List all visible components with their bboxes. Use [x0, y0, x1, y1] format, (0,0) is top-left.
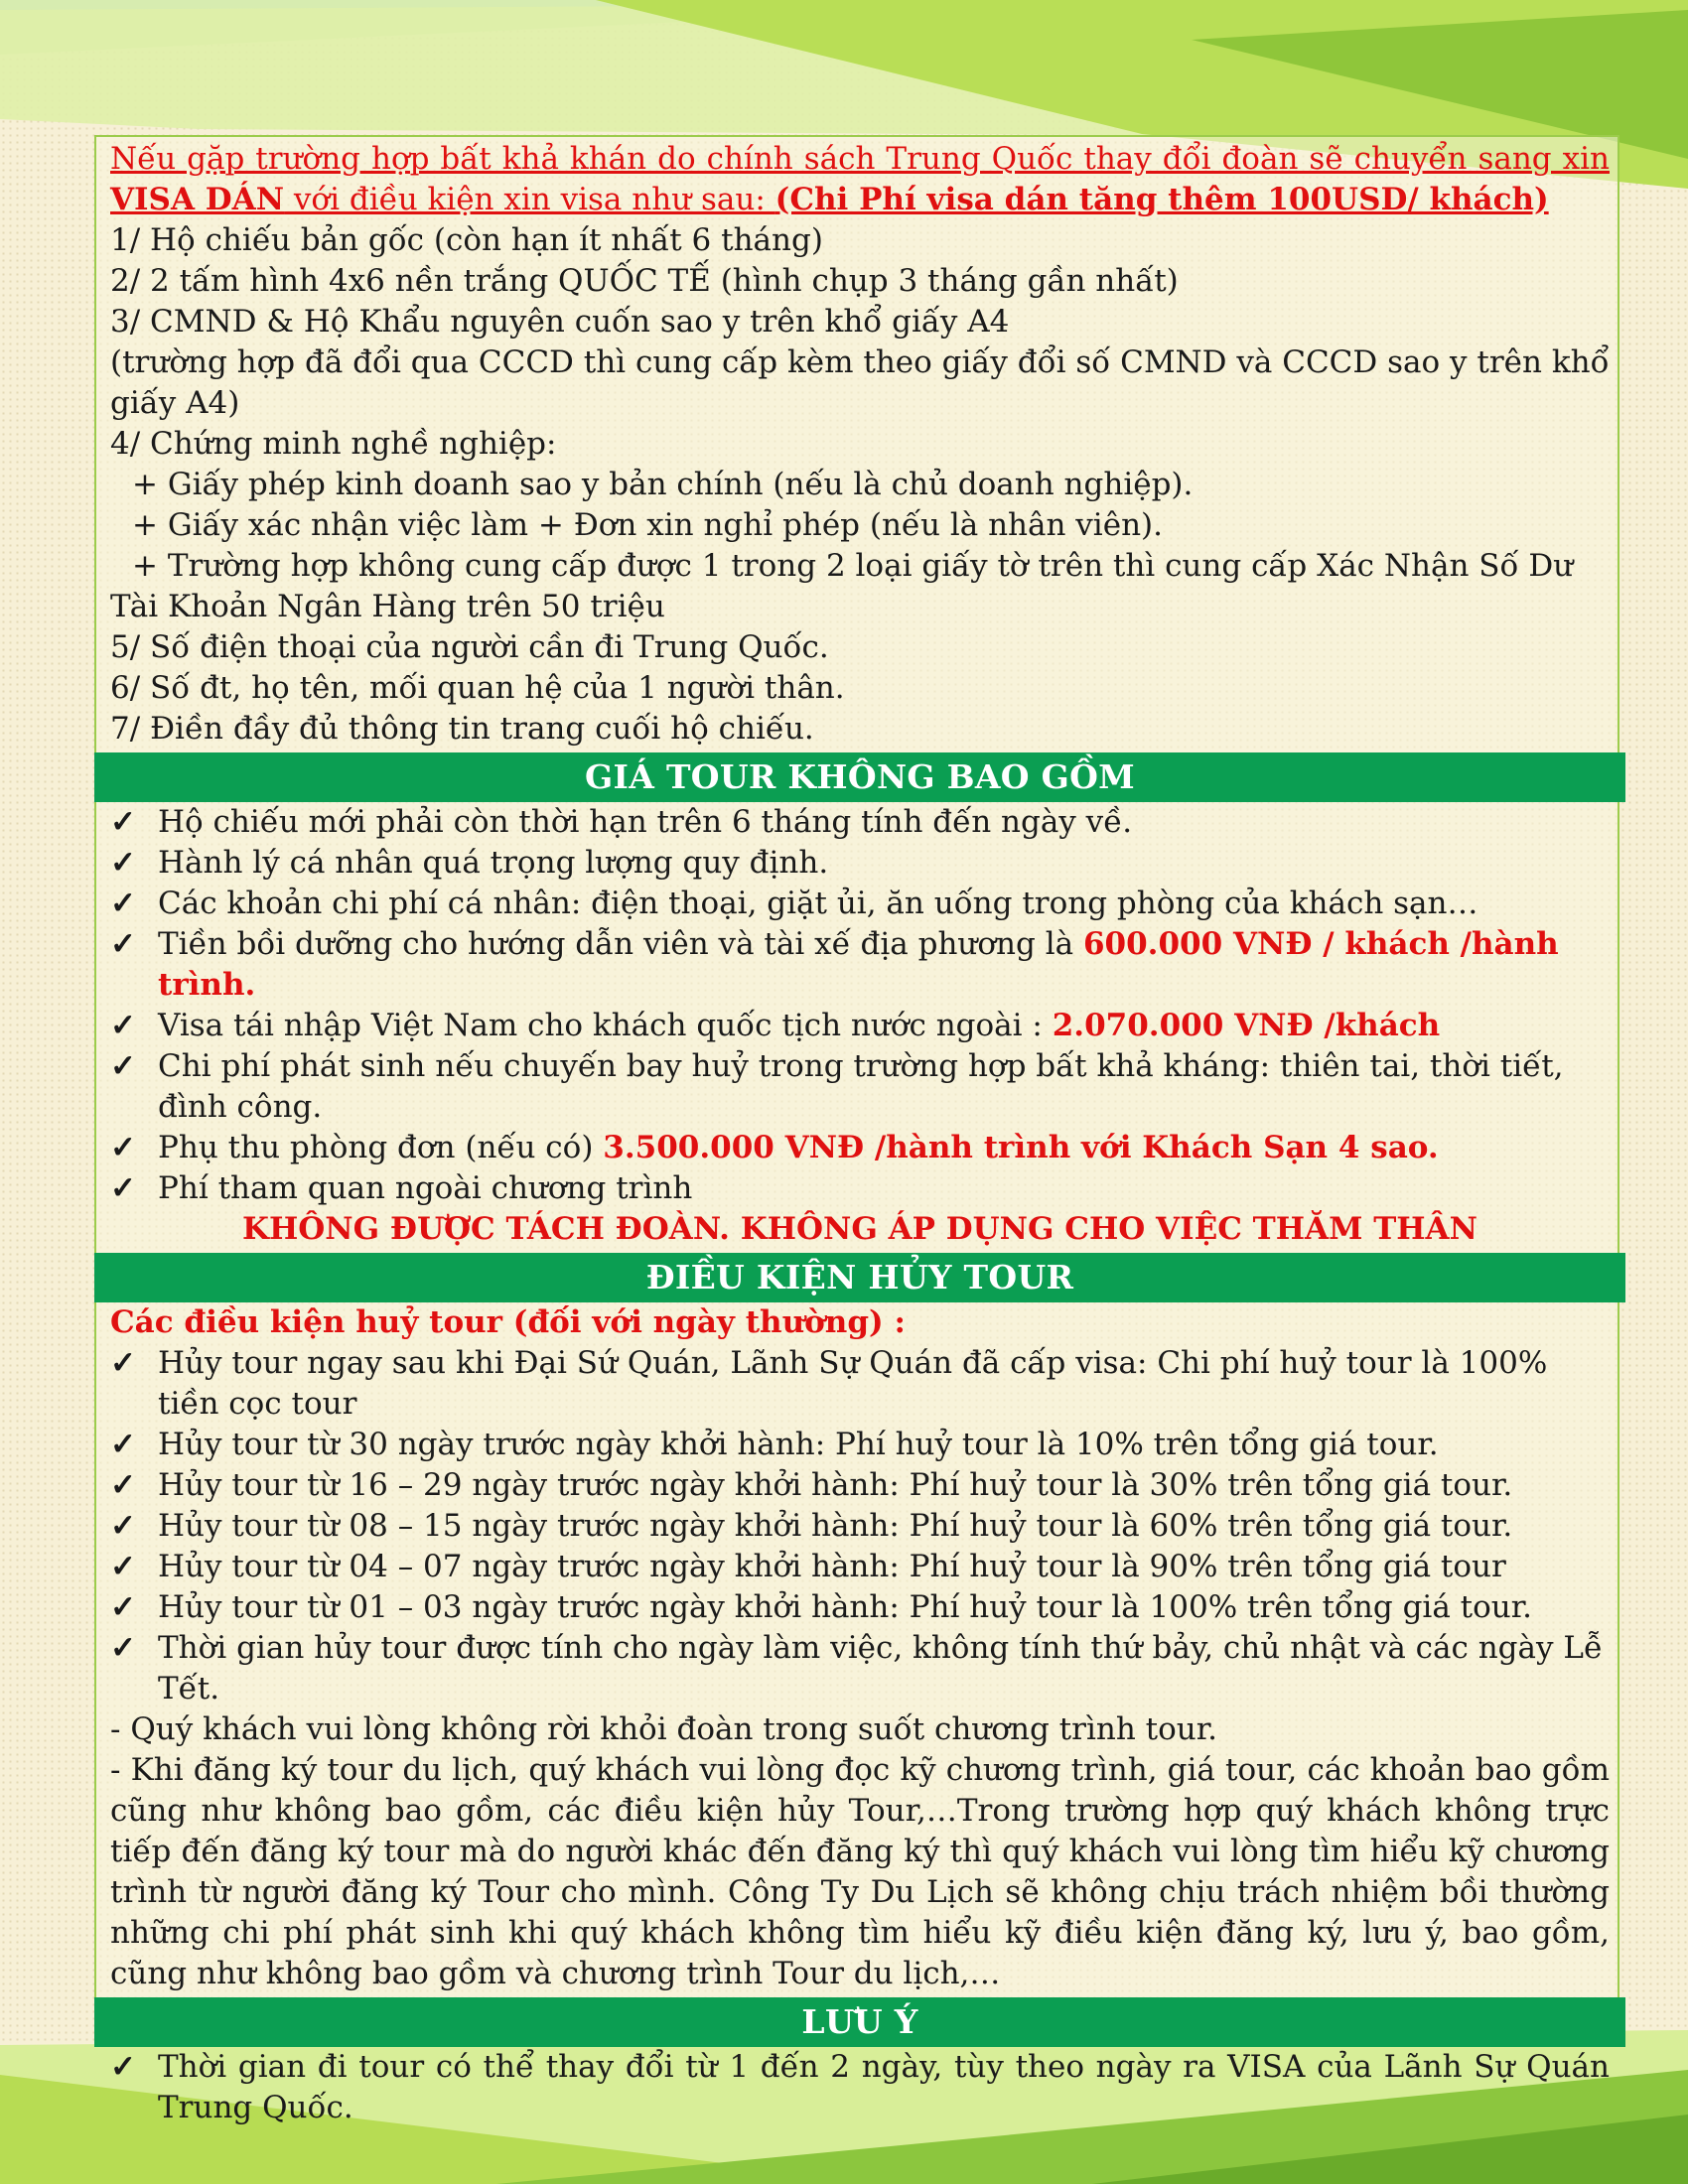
check-icon: ✓ [110, 1467, 136, 1503]
check-icon: ✓ [110, 1008, 136, 1043]
visa-item: (trường hợp đã đổi qua CCCD thì cung cấp kèm theo giấy đổi số CMND và CCCD sao y trên khổ giấy A4) [110, 344, 1610, 421]
cancellation-item [110, 1343, 1610, 1425]
check-icon: ✓ [110, 845, 136, 881]
exclusion-item [110, 884, 1610, 924]
cancellation-item [110, 1425, 1610, 1465]
cancellation-item [110, 1465, 1610, 1506]
visa-item: 1/ Hộ chiếu bản gốc (còn hạn ít nhất 6 tháng) [110, 222, 823, 258]
exclusion-text: Các khoản chi phí cá nhân: điện thoại, giặt ủi, ăn uống trong phòng của khách sạn… [158, 886, 1478, 921]
visa-subitem: + Giấy xác nhận việc làm + Đơn xin nghỉ phép (nếu là nhân viên). [132, 507, 1163, 543]
note-text: Thời gian đi tour có thể thay đổi từ 1 đến 2 ngày, tùy theo ngày ra VISA của Lãnh Sự Quán Trung Quốc. [158, 2049, 1610, 2125]
cancellation-text: Hủy tour từ 08 – 15 ngày trước ngày khởi hành: Phí huỷ tour là 60% trên tổng giá tour. [158, 1508, 1513, 1544]
exclusion-item [110, 924, 1610, 1006]
check-icon: ✓ [110, 1048, 136, 1084]
check-icon: ✓ [110, 804, 136, 840]
cancellation-text: Thời gian hủy tour được tính cho ngày làm việc, không tính thứ bảy, chủ nhật và các ngày Lễ Tết. [158, 1630, 1604, 1706]
check-icon: ✓ [110, 1345, 136, 1381]
visa-intro-text: Nếu gặp trường hợp bất khả khán do chính sách Trung Quốc thay đổi đoàn sẽ chuyển sang xin [110, 141, 1610, 177]
exclusion-text: Chi phí phát sinh nếu chuyến bay huỷ trong trường hợp bất khả kháng: thiên tai, thời tiết, đình công. [158, 1048, 1564, 1125]
visa-item: 7/ Điền đầy đủ thông tin trang cuối hộ chiếu. [110, 711, 814, 747]
visa-fee-note: (Chi Phí visa dán tăng thêm 100USD/ khách) [774, 182, 1549, 217]
cancellation-text: Hủy tour từ 04 – 07 ngày trước ngày khởi hành: Phí huỷ tour là 90% trên tổng giá tour [158, 1549, 1506, 1584]
exclusion-item [110, 843, 1610, 884]
visa-subitem: + Giấy phép kinh doanh sao y bản chính (nếu là chủ doanh nghiệp). [132, 467, 1194, 502]
exclusions-heading: GIÁ TOUR KHÔNG BAO GỒM [94, 752, 1625, 802]
cancellation-text: Hủy tour từ 16 – 29 ngày trước ngày khởi hành: Phí huỷ tour là 30% trên tổng giá tour. [158, 1467, 1513, 1503]
visa-item: 5/ Số điện thoại của người cần đi Trung Quốc. [110, 629, 829, 665]
check-icon: ✓ [110, 1589, 136, 1625]
cancellation-note: - Quý khách vui lòng không rời khỏi đoàn trong suốt chương trình tour. [110, 1711, 1218, 1747]
exclusion-text: Tiền bồi dưỡng cho hướng dẫn viên và tài xế địa phương là [158, 926, 1083, 962]
check-icon: ✓ [110, 926, 136, 962]
note-item [110, 2047, 1610, 2128]
exclusion-text: Hành lý cá nhân quá trọng lượng quy định. [158, 845, 829, 881]
exclusion-item [110, 1006, 1610, 1046]
check-icon: ✓ [110, 1508, 136, 1544]
visa-item: 6/ Số đt, họ tên, mối quan hệ của 1 người thân. [110, 670, 845, 706]
exclusion-text: Visa tái nhập Việt Nam cho khách quốc tịch nước ngoài : [158, 1008, 1053, 1043]
visa-item: 4/ Chứng minh nghề nghiệp: [110, 426, 557, 462]
cancellation-text: Hủy tour từ 01 – 03 ngày trước ngày khởi hành: Phí huỷ tour là 100% trên tổng giá tour. [158, 1589, 1533, 1625]
check-icon: ✓ [110, 1427, 136, 1462]
registration-note: - Khi đăng ký tour du lịch, quý khách vui lòng đọc kỹ chương trình, giá tour, các khoản bao gồm cũng như không bao gồm, các điều kiện hủy Tour,…Trong trường hợp quý khách không trực tiếp đến đăng ký tour mà do người khác đến đăng ký thì quý khách vui lòng tìm hiểu kỹ chương trình từ người đăng ký Tour cho mình. Công Ty Du Lịch sẽ không chịu trách nhiệm bồi thường những chi phí phát sinh khi quý khách không tìm hiểu kỹ điều kiện đăng ký, lưu ý, bao gồm, cũng như không bao gồm và chương trình Tour du lịch,… [110, 1752, 1610, 1991]
check-icon: ✓ [110, 1630, 136, 1666]
exclusion-text: Phụ thu phòng đơn (nếu có) [158, 1130, 604, 1165]
check-icon: ✓ [110, 2049, 136, 2085]
exclusion-item [110, 802, 1610, 843]
exclusion-text: Hộ chiếu mới phải còn thời hạn trên 6 tháng tính đến ngày về. [158, 804, 1133, 840]
single-room-surcharge: 3.500.000 VNĐ /hành trình với Khách Sạn 4 sao. [603, 1130, 1439, 1165]
cancellation-item [110, 1587, 1610, 1628]
document-content [110, 137, 1610, 2128]
exclusion-text: Phí tham quan ngoài chương trình [158, 1170, 693, 1206]
check-icon: ✓ [110, 1549, 136, 1584]
visa-item: 3/ CMND & Hộ Khẩu nguyên cuốn sao y trên khổ giấy A4 [110, 304, 1010, 340]
notes-heading: LƯU Ý [94, 1997, 1625, 2047]
exclusion-item [110, 1128, 1610, 1168]
exclusion-item [110, 1168, 1610, 1209]
cancellation-text: Hủy tour ngay sau khi Đại Sứ Quán, Lãnh Sự Quán đã cấp visa: Chi phí huỷ tour là 100% tiền cọc tour [158, 1345, 1548, 1422]
visa-subitem-text: + Trường hợp không cung cấp được 1 trong 2 loại giấy tờ trên thì cung cấp Xác Nhận Số Dư Tài Khoản Ngân Hàng trên 50 triệu [110, 548, 1574, 624]
check-icon: ✓ [110, 1170, 136, 1206]
cancellation-text: Hủy tour từ 30 ngày trước ngày khởi hành: Phí huỷ tour là 10% trên tổng giá tour. [158, 1427, 1439, 1462]
visa-subitem [110, 546, 1610, 627]
cancellation-item [110, 1628, 1610, 1709]
exclusion-item [110, 1046, 1610, 1128]
cancellation-item [110, 1506, 1610, 1547]
check-icon: ✓ [110, 886, 136, 921]
group-notice: KHÔNG ĐƯỢC TÁCH ĐOÀN. KHÔNG ÁP DỤNG CHO VIỆC THĂM THÂN [242, 1211, 1477, 1247]
visa-intro [110, 139, 1610, 220]
visa-dan-label: VISA DÁN [110, 182, 285, 217]
visa-item: 2/ 2 tấm hình 4x6 nền trắng QUỐC TẾ (hình chụp 3 tháng gần nhất) [110, 263, 1179, 299]
guide-tip-amount: 600.000 VNĐ / khách /hành trình. [158, 926, 1559, 1003]
cancellation-subheading: Các điều kiện huỷ tour (đối với ngày thường) : [110, 1304, 906, 1340]
check-icon: ✓ [110, 1130, 136, 1165]
cancellation-heading: ĐIỀU KIỆN HỦY TOUR [94, 1253, 1625, 1302]
reentry-visa-amount: 2.070.000 VNĐ /khách [1052, 1008, 1441, 1043]
cancellation-item [110, 1547, 1610, 1587]
visa-intro-conditions: với điều kiện xin visa như sau: [284, 182, 775, 217]
